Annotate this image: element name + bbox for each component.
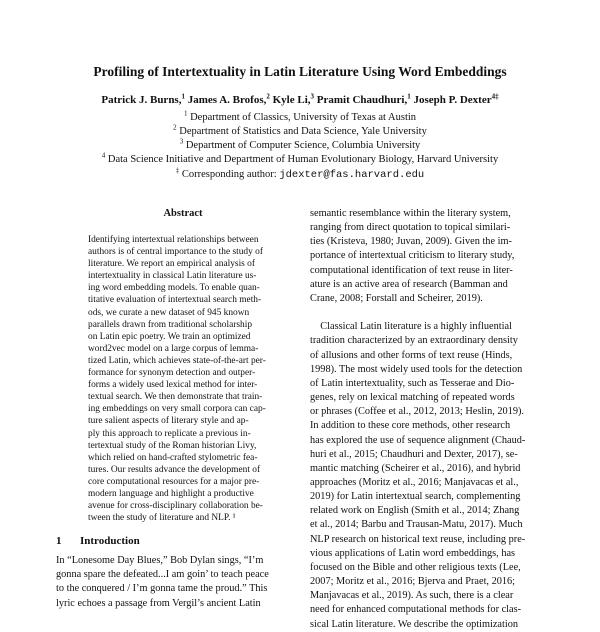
body-line: related work on English (Smith et al., 2014; Zhang: [310, 505, 520, 517]
body-line: [310, 306, 558, 320]
abstract-line: avenue for cross-disciplinary collaboration be-: [88, 501, 263, 512]
abstract-line: textual search. We then demonstrate that train-: [88, 392, 263, 403]
introduction-body: [56, 554, 298, 611]
abstract-line: tized Latin, which achieves state-of-the-art per-: [88, 355, 266, 366]
abstract-line: titative evaluation of intertextual search meth-: [88, 295, 262, 306]
abstract-line: intertextuality in classical Latin literature us-: [88, 271, 257, 282]
section-heading-introduction: [56, 535, 306, 547]
intro-line: to the conquered / I’m gonna tame the proud.” This: [56, 583, 268, 595]
author: Pramit Chaudhuri,$^1$: [316, 92, 411, 106]
abstract-line: on Latin epic poetry. We train an optimized: [88, 331, 251, 342]
abstract-line: ing embeddings on very small corpora can cap-: [88, 404, 266, 415]
intro-line: lyric echoes a passage from Vergil’s ancient Latin: [56, 597, 261, 609]
body-line: Crane, 2008; Forstall and Scheirer, 2019).: [310, 292, 483, 304]
abstract-line: parallels drawn from traditional scholarship: [88, 319, 253, 330]
body-line: vious applications of Latin word embeddings, has: [310, 547, 516, 559]
author: Joseph P. Dexter$^{4\ddagger}$: [413, 92, 499, 106]
body-line: ties (Kristeva, 1980; Juvan, 2009). Given the im-: [310, 236, 512, 248]
abstract-line: formance for synonym detection and outper-: [88, 368, 256, 379]
abstract-line: word2vec model on a large corpus of lemma-: [88, 343, 259, 354]
author: Kyle Li,$^3$: [272, 92, 314, 106]
right-column-body: [310, 207, 558, 632]
author: James A. Brofos,$^2$: [187, 92, 270, 106]
body-line: genes, rely on lexical matching of repeated words: [310, 392, 515, 404]
abstract-line: ture salient aspects of literary style and ap-: [88, 416, 249, 427]
body-line: In addition to these core methods, other research: [310, 420, 511, 432]
affiliation: $^2$ Department of Statistics and Data Science, Yale University: [173, 123, 427, 137]
abstract-line: modern language and highlight a productive: [88, 488, 254, 499]
body-line: ature is an active area of research (Bamman and: [310, 278, 508, 290]
intro-line: gonna spare the defeated...I am goin’ to teach peace: [56, 569, 269, 581]
abstract-line: authors is of central importance to the study of: [88, 247, 263, 258]
body-line: huri et al., 2015; Chaudhuri and Dexter, 2017), se-: [310, 448, 518, 460]
abstract-line: which relied on hand-crafted stylometric fea-: [88, 452, 258, 463]
body-line: or phrases (Coffee et al., 2012, 2013; Heslin, 2019).: [310, 406, 524, 418]
paper-title: Profiling of Intertextuality in Latin Literature Using Word Embeddings: [93, 64, 507, 79]
affiliation: $^1$ Department of Classics, University of Texas at Austin: [183, 109, 417, 123]
body-line: et al., 2014; Barbu and Trausan-Matu, 2017). Much: [310, 519, 523, 531]
body-line: portance of intertextual criticism to literary study,: [310, 250, 515, 262]
body-line: tradition characterized by an extraordinary density: [310, 335, 518, 347]
body-line: Classical Latin literature is a highly influential: [310, 321, 512, 333]
abstract-line: ing word embedding models. To enable quan-: [88, 283, 260, 294]
body-line: focused on the Bible and other religious texts (Lee,: [310, 561, 521, 573]
body-line: of allusions and other forms of text reuse (Hinds,: [310, 349, 513, 361]
body-line: approaches (Moritz et al., 2016; Manjavacas et al.,: [310, 476, 519, 488]
abstract-line: ply this approach to replicate a previous in-: [88, 428, 251, 439]
body-line: mantic matching (Scheirer et al., 2016), and hybrid: [310, 462, 521, 474]
abstract-line: tween the study of literature and NLP. ¹: [88, 513, 236, 524]
email-link[interactable]: jdexter@fas.harvard.edu: [279, 169, 425, 181]
abstract-line: tertextual study of the Roman historian Livy,: [88, 440, 257, 451]
body-line: Manjavacas et al., 2019). As such, there is a clear: [310, 590, 514, 602]
abstract-line: Identifying intertextual relationships between: [88, 235, 259, 245]
body-line: 2007; Moritz et al., 2016; Bjerva and Praet, 2016;: [310, 576, 516, 588]
body-line: need for enhanced computational methods for clas-: [310, 604, 522, 616]
abstract-line: core computational resources for a major pre-: [88, 476, 260, 487]
body-line: ranging from direct quotation to topical similari-: [310, 222, 511, 234]
affiliation: $^3$ Department of Computer Science, Columbia University: [179, 137, 421, 151]
abstract-line: forms a widely used lexical method for inter-: [88, 380, 258, 391]
body-line: of Latin intertextuality, such as Tesserae and Dio-: [310, 377, 515, 389]
section-number: 1: [56, 535, 62, 547]
body-line: semantic resemblance within the literary system,: [310, 208, 511, 219]
affiliation: $^4$ Data Science Initiative and Department of Human Evolutionary Biology, Harvard University: [101, 151, 499, 165]
abstract-line: literature. We report an empirical analysis of: [88, 259, 255, 270]
body-line: sical Latin literature. We describe the optimization: [310, 618, 518, 630]
body-line: computational identification of text reuse in liter-: [310, 264, 513, 276]
intro-line: In “Lonesome Day Blues,” Bob Dylan sings, “I’m: [56, 555, 264, 566]
abstract-body: [88, 234, 278, 524]
author-list: [0, 94, 600, 106]
corresponding-author: ‡ Corresponding author: jdexter@fas.harvard.edu: [175, 166, 425, 181]
abstract-line: ods, we curate a new dataset of 945 known: [88, 307, 250, 318]
body-line: 1998). The most widely used tools for the detection: [310, 363, 523, 375]
author: Patrick J. Burns,$^1$: [101, 92, 185, 106]
body-line: 2019) for Latin intertextual search, complementing: [310, 491, 521, 503]
body-line: has explored the use of sequence alignment (Chaud-: [310, 434, 526, 446]
body-line: NLP research on historical text reuse, including pre-: [310, 533, 526, 545]
section-title: Introduction: [80, 535, 140, 547]
abstract-line: tures. Our results advance the development of: [88, 464, 261, 475]
abstract-heading: Abstract: [163, 208, 203, 219]
